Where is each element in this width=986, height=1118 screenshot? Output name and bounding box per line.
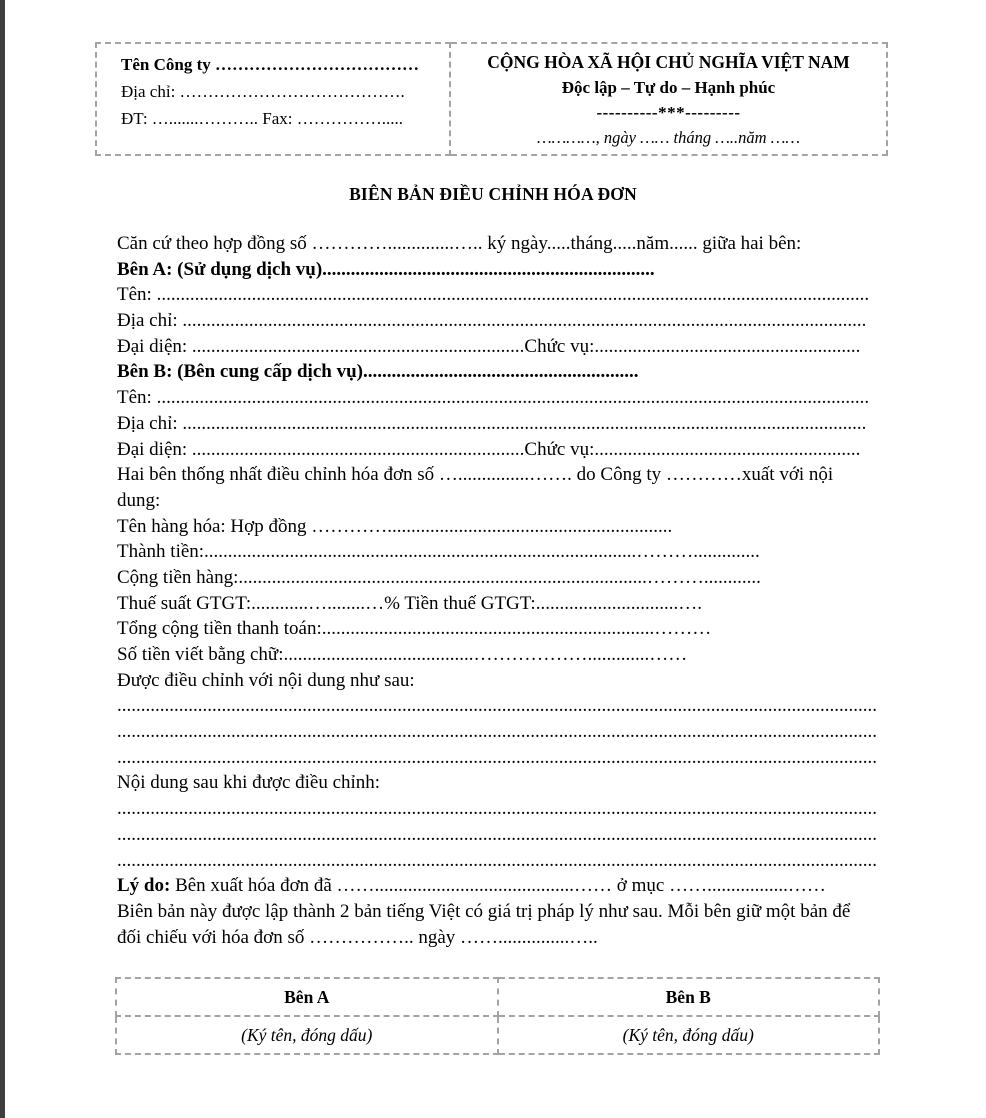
party-a-heading: Bên A: (Sử dụng dịch vụ)...................................................................... <box>117 258 655 280</box>
dotted-fill-line: ................................................................................................................................................................ <box>117 823 877 845</box>
party-a-representative-line: Đại diện: ......................................................................Chức vụ:........................................................ <box>117 335 861 357</box>
national-header-box <box>451 42 888 156</box>
dotted-fill-line: ................................................................................................................................................................ <box>117 798 877 820</box>
reason-line <box>117 873 877 899</box>
party-a-sign-header: Bên A <box>116 978 498 1016</box>
dotted-fill-line: ................................................................................................................................................................ <box>117 849 877 871</box>
copies-statement-line: Biên bản này được lập thành 2 bản tiếng Việt có giá trị pháp lý như sau. Mỗi bên giữ một bản để <box>117 900 851 922</box>
dotted-fill-line: ................................................................................................................................................................ <box>117 695 877 717</box>
goods-name-line: Tên hàng hóa: Hợp đồng …………............................................................ <box>117 515 673 537</box>
document-header <box>95 42 888 156</box>
adjustment-agreement-line: Hai bên thống nhất điều chỉnh hóa đơn số …...............……. do Công ty …………xuất với nội <box>117 464 834 486</box>
national-country-line: CỘNG HÒA XÃ HỘI CHỦ NGHĨA VIỆT NAM <box>487 52 850 72</box>
party-b-address-line: Địa chỉ: ................................................................................................................................................ <box>117 412 867 434</box>
total-payment-line: Tổng cộng tiền thanh toán:......................................................................……… <box>117 618 712 640</box>
party-a-sign-note: (Ký tên, đóng dấu) <box>116 1016 498 1054</box>
party-b-sign-header: Bên B <box>498 978 880 1016</box>
national-motto-line: Độc lập – Tự do – Hạnh phúc <box>561 78 776 97</box>
vat-rate-and-tax-line: Thuế suất GTGT:............…........…% Tiền thuế GTGT:..............................…. <box>117 592 702 614</box>
goods-total-line: Cộng tiền hàng:......................................................................................………............ <box>117 566 761 588</box>
post-adjustment-intro-line: Nội dung sau khi được điều chỉnh: <box>117 772 381 794</box>
party-a-address-line: Địa chỉ: ................................................................................................................................................ <box>117 310 867 332</box>
amount-line: Thành tiền:...........................................................................................……….............. <box>117 541 760 563</box>
copies-statement-line-continued: đối chiếu với hóa đơn số …………….. ngày ……...............….. <box>117 926 598 948</box>
page-left-edge <box>0 0 5 1118</box>
dotted-fill-line: ................................................................................................................................................................ <box>117 746 877 768</box>
dotted-fill-line: ................................................................................................................................................................ <box>117 721 877 743</box>
reason-label: Lý do: <box>117 875 171 897</box>
company-phone-fax-line: ĐT: ….......……….. Fax: ……………..... <box>121 109 404 128</box>
amount-in-words-line: Số tiền viết bằng chữ:........................................……………….............…… <box>117 644 688 665</box>
company-address-line: Địa chỉ: …………………………………. <box>121 82 405 101</box>
signature-table <box>115 977 880 1055</box>
document-body <box>117 231 877 950</box>
adjustment-agreement-line-continued: dung: <box>117 489 161 511</box>
contract-basis-line: Căn cứ theo hợp đồng số …………..............….. ký ngày.....tháng.....năm...... giữa hai bên: <box>117 233 802 254</box>
party-a-name-line: Tên: ...................................................................................................................................................... <box>117 284 870 306</box>
party-b-representative-line: Đại diện: ......................................................................Chức vụ:........................................................ <box>117 438 861 460</box>
company-info-box <box>95 42 451 156</box>
party-b-heading: Bên B: (Bên cung cấp dịch vụ).......................................................... <box>117 361 639 383</box>
adjusted-content-intro-line: Được điều chỉnh với nội dung như sau: <box>117 669 415 691</box>
document-title: BIÊN BẢN ĐIỀU CHỈNH HÓA ĐƠN <box>349 184 637 204</box>
motto-separator: ----------***--------- <box>596 103 741 122</box>
party-b-name-line: Tên: ...................................................................................................................................................... <box>117 387 870 409</box>
date-place-line: …………, ngày …… tháng …..năm …… <box>536 128 801 147</box>
party-b-sign-note: (Ký tên, đóng dấu) <box>498 1016 880 1054</box>
reason-text: Bên xuất hóa đơn đã ……..........................................…… ở mục …….................…… <box>170 875 826 897</box>
company-name-line: Tên Công ty ……………………………… <box>121 55 419 74</box>
